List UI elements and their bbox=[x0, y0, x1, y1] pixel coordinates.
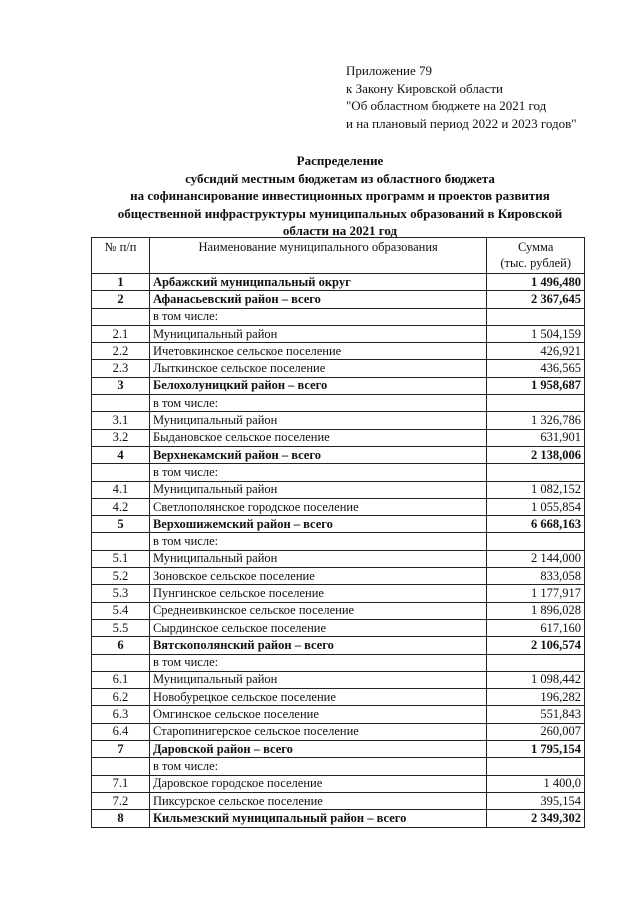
cell-sum: 1 177,917 bbox=[487, 585, 585, 602]
cell-name: Зоновское сельское поселение bbox=[149, 568, 486, 585]
cell-sum: 196,282 bbox=[487, 689, 585, 706]
cell-sum: 6 668,163 bbox=[487, 516, 585, 533]
cell-sum: 551,843 bbox=[487, 706, 585, 723]
cell-name: в том числе: bbox=[149, 758, 486, 775]
table-row bbox=[92, 446, 585, 463]
subsidy-table bbox=[91, 237, 585, 828]
table-row bbox=[92, 671, 585, 688]
header-name: Наименование муниципального образования bbox=[149, 238, 486, 274]
cell-sum: 2 349,302 bbox=[487, 810, 585, 827]
cell-name: Муниципальный район bbox=[149, 325, 486, 342]
cell-sum: 2 138,006 bbox=[487, 446, 585, 463]
cell-number: 3 bbox=[92, 377, 150, 394]
appendix-line: Приложение 79 bbox=[346, 63, 433, 78]
cell-number bbox=[92, 654, 150, 671]
table-row bbox=[92, 775, 585, 792]
title-line: области на 2021 год bbox=[282, 223, 398, 238]
cell-name: в том числе: bbox=[149, 654, 486, 671]
table-row bbox=[92, 792, 585, 809]
cell-name: Лыткинское сельское поселение bbox=[149, 360, 486, 377]
cell-number: 7.2 bbox=[92, 792, 150, 809]
cell-sum: 1 496,480 bbox=[487, 274, 585, 291]
cell-name: Кильмезский муниципальный район – всего bbox=[149, 810, 486, 827]
appendix-line: и на плановый период 2022 и 2023 годов" bbox=[346, 115, 577, 131]
cell-name: Муниципальный район bbox=[149, 550, 486, 567]
table-row bbox=[92, 395, 585, 412]
table-row bbox=[92, 516, 585, 533]
cell-name: Верхнекамский район – всего bbox=[149, 446, 486, 463]
table-body bbox=[92, 274, 585, 828]
header-number: № п/п bbox=[92, 238, 150, 274]
cell-name: Пунгинское сельское поселение bbox=[149, 585, 486, 602]
table-row bbox=[92, 689, 585, 706]
table-row bbox=[92, 429, 585, 446]
cell-sum: 395,154 bbox=[487, 792, 585, 809]
cell-number: 2.2 bbox=[92, 343, 150, 360]
cell-sum: 260,007 bbox=[487, 723, 585, 740]
cell-name: Белохолуницкий район – всего bbox=[149, 377, 486, 394]
cell-sum: 426,921 bbox=[487, 343, 585, 360]
table-row bbox=[92, 568, 585, 585]
cell-sum: 1 326,786 bbox=[487, 412, 585, 429]
table-row bbox=[92, 464, 585, 481]
appendix-note bbox=[346, 62, 577, 132]
cell-sum: 2 106,574 bbox=[487, 637, 585, 654]
table-row bbox=[92, 741, 585, 758]
cell-number: 5 bbox=[92, 516, 150, 533]
table-row bbox=[92, 481, 585, 498]
cell-name: в том числе: bbox=[149, 464, 486, 481]
title-line: общественной инфраструктуры муниципальных образований в Кировской bbox=[117, 205, 563, 221]
cell-name: Светлополянское городское поселение bbox=[149, 498, 486, 515]
cell-number: 4.2 bbox=[92, 498, 150, 515]
cell-number: 6.1 bbox=[92, 671, 150, 688]
cell-number: 2 bbox=[92, 291, 150, 308]
cell-number bbox=[92, 533, 150, 550]
document-title bbox=[90, 152, 590, 240]
table-row bbox=[92, 377, 585, 394]
appendix-line: к Закону Кировской области bbox=[346, 80, 503, 96]
table-row bbox=[92, 602, 585, 619]
cell-name: Среднеивкинское сельское поселение bbox=[149, 602, 486, 619]
cell-name: Даровской район – всего bbox=[149, 741, 486, 758]
cell-sum: 1 504,159 bbox=[487, 325, 585, 342]
cell-sum bbox=[487, 654, 585, 671]
cell-name: Сырдинское сельское поселение bbox=[149, 619, 486, 636]
cell-number: 4 bbox=[92, 446, 150, 463]
cell-name: в том числе: bbox=[149, 533, 486, 550]
cell-sum: 1 400,0 bbox=[487, 775, 585, 792]
cell-number: 7.1 bbox=[92, 775, 150, 792]
cell-name: Быдановское сельское поселение bbox=[149, 429, 486, 446]
cell-number: 2.3 bbox=[92, 360, 150, 377]
cell-number: 5.4 bbox=[92, 602, 150, 619]
cell-sum: 1 098,442 bbox=[487, 671, 585, 688]
cell-number bbox=[92, 758, 150, 775]
cell-number: 3.2 bbox=[92, 429, 150, 446]
table-row bbox=[92, 343, 585, 360]
cell-sum: 1 958,687 bbox=[487, 377, 585, 394]
cell-name: Даровское городское поселение bbox=[149, 775, 486, 792]
cell-number bbox=[92, 395, 150, 412]
cell-number: 4.1 bbox=[92, 481, 150, 498]
cell-sum: 631,901 bbox=[487, 429, 585, 446]
cell-number: 6 bbox=[92, 637, 150, 654]
cell-number: 3.1 bbox=[92, 412, 150, 429]
table-row bbox=[92, 585, 585, 602]
cell-sum bbox=[487, 533, 585, 550]
cell-number: 6.3 bbox=[92, 706, 150, 723]
table-row bbox=[92, 412, 585, 429]
table-row bbox=[92, 619, 585, 636]
table-row bbox=[92, 810, 585, 827]
table-row bbox=[92, 533, 585, 550]
cell-sum: 2 367,645 bbox=[487, 291, 585, 308]
cell-sum bbox=[487, 395, 585, 412]
cell-sum: 1 082,152 bbox=[487, 481, 585, 498]
cell-number: 2.1 bbox=[92, 325, 150, 342]
table-row bbox=[92, 637, 585, 654]
table-row bbox=[92, 706, 585, 723]
cell-sum: 617,160 bbox=[487, 619, 585, 636]
table-row bbox=[92, 360, 585, 377]
cell-name: Старопинигерское сельское поселение bbox=[149, 723, 486, 740]
table-row bbox=[92, 723, 585, 740]
table-row bbox=[92, 550, 585, 567]
cell-sum: 1 795,154 bbox=[487, 741, 585, 758]
cell-number: 5.2 bbox=[92, 568, 150, 585]
table-row bbox=[92, 274, 585, 291]
table-row bbox=[92, 758, 585, 775]
cell-name: Омгинское сельское поселение bbox=[149, 706, 486, 723]
title-line: Распределение bbox=[296, 153, 384, 168]
cell-number: 7 bbox=[92, 741, 150, 758]
cell-number bbox=[92, 464, 150, 481]
cell-sum: 833,058 bbox=[487, 568, 585, 585]
cell-number: 1 bbox=[92, 274, 150, 291]
cell-name: Муниципальный район bbox=[149, 481, 486, 498]
cell-name: Муниципальный район bbox=[149, 671, 486, 688]
cell-number: 5.1 bbox=[92, 550, 150, 567]
table-row bbox=[92, 325, 585, 342]
title-line: на софинансирование инвестиционных программ и проектов развития bbox=[130, 188, 550, 203]
cell-sum: 1 055,854 bbox=[487, 498, 585, 515]
cell-sum: 436,565 bbox=[487, 360, 585, 377]
table-row bbox=[92, 291, 585, 308]
cell-sum bbox=[487, 464, 585, 481]
cell-sum: 1 896,028 bbox=[487, 602, 585, 619]
table-header-row bbox=[92, 238, 585, 274]
cell-name: Пиксурское сельское поселение bbox=[149, 792, 486, 809]
cell-name: Муниципальный район bbox=[149, 412, 486, 429]
header-sum bbox=[487, 238, 585, 274]
cell-number: 5.5 bbox=[92, 619, 150, 636]
cell-name: в том числе: bbox=[149, 308, 486, 325]
header-sum-line1: Сумма bbox=[518, 240, 554, 254]
appendix-line: "Об областном бюджете на 2021 год bbox=[346, 98, 547, 113]
table-row bbox=[92, 498, 585, 515]
cell-name: Вятскополянский район – всего bbox=[149, 637, 486, 654]
cell-number bbox=[92, 308, 150, 325]
title-line: субсидий местным бюджетам из областного бюджета bbox=[185, 170, 495, 186]
cell-name: Новобурецкое сельское поселение bbox=[149, 689, 486, 706]
cell-sum bbox=[487, 758, 585, 775]
cell-number: 6.4 bbox=[92, 723, 150, 740]
cell-name: Афанасьевский район – всего bbox=[149, 291, 486, 308]
cell-sum: 2 144,000 bbox=[487, 550, 585, 567]
header-sum-line2: (тыс. рублей) bbox=[500, 256, 572, 270]
cell-name: Ичетовкинское сельское поселение bbox=[149, 343, 486, 360]
cell-sum bbox=[487, 308, 585, 325]
cell-number: 5.3 bbox=[92, 585, 150, 602]
cell-number: 6.2 bbox=[92, 689, 150, 706]
cell-number: 8 bbox=[92, 810, 150, 827]
table-row bbox=[92, 654, 585, 671]
cell-name: в том числе: bbox=[149, 395, 486, 412]
cell-name: Верхошижемский район – всего bbox=[149, 516, 486, 533]
table-row bbox=[92, 308, 585, 325]
cell-name: Арбажский муниципальный округ bbox=[149, 274, 486, 291]
